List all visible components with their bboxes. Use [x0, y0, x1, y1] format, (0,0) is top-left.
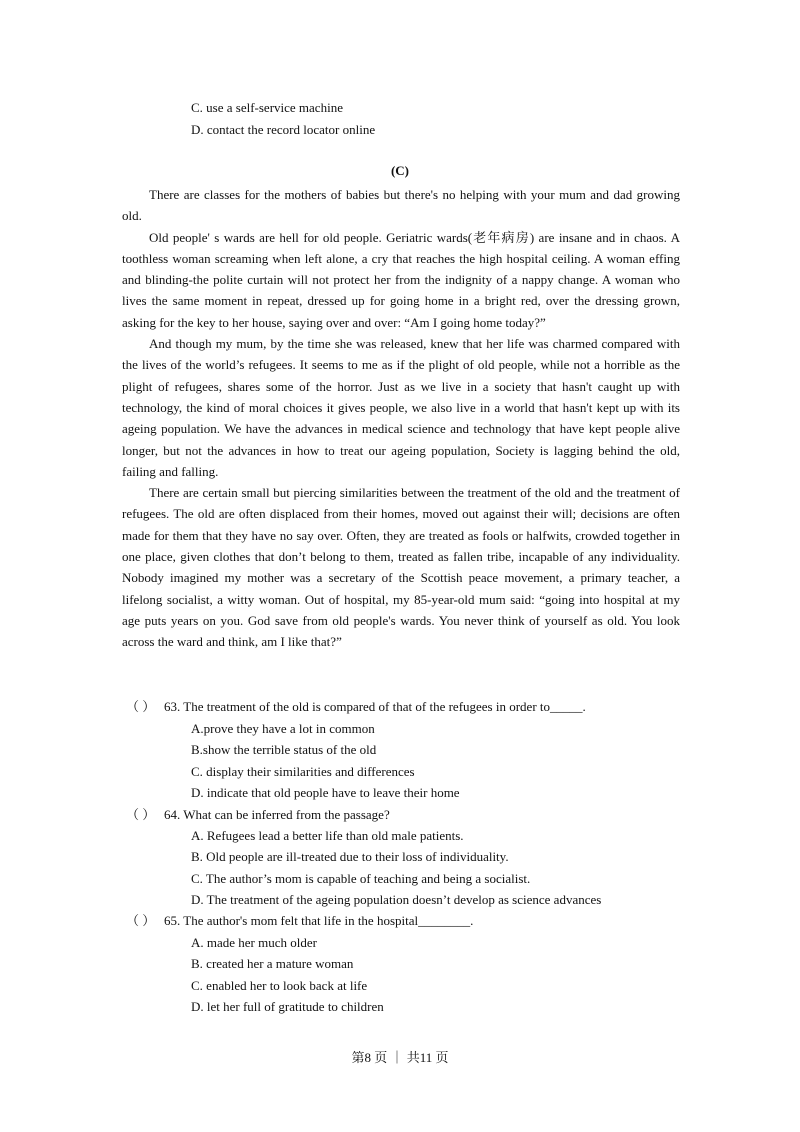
section-heading: (C) — [390, 163, 410, 178]
answer-blank[interactable]: （ ） — [126, 913, 156, 928]
paragraph-3: And though my mum, by the time she was released, knew that her life was charmed compared with the lives of the world’s refugees. It seems to me as if the plight of old people, while not a horrible as the plight of refugees, shares some of the horror. Just as we live in a society that hasn't caught up with technology, the kind of moral choices it gives people, we also live in a world that hasn't kept up with its ageing population. We have the advances in medical science and technology that have kept people alive longer, but not the advances in how to treat our ageing population, Society is lagging behind the old, failing and falling. — [122, 336, 680, 479]
question-stem: 64. What can be inferred from the passage? — [164, 807, 390, 822]
q63-option-c: C. display their similarities and differences — [191, 764, 415, 779]
q63-option-a: A.prove they have a lot in common — [191, 721, 375, 736]
question-64 — [126, 806, 390, 824]
page-footer: 第8 页 ｜ 共11 页 — [351, 1050, 449, 1065]
q65-option-c: C. enabled her to look back at life — [191, 978, 368, 993]
paragraph-4: There are certain small but piercing similarities between the treatment of the old and the treatment of refugees. The old are often displaced from their homes, moved out against their will; decisions are often made for them that they have no say over. Often, they are treated as fools or halfwits, crowded together in one place, given clothes that don’t belong to them, treated as fallen tribe, incapable of any individuality. Nobody imagined my mother was a secretary of the Scottish peace movement, a primary teacher, a lifelong socialist, a witty woman. Out of hospital, my 85-year-old mum said: “going into hospital at my age puts years on you. God save from old people's wards. You never think of yourself as old. You look across the ward and think, am I like that?” — [122, 485, 680, 650]
prev-option-d: D. contact the record locator online — [191, 122, 376, 137]
question-stem: 63. The treatment of the old is compared of that of the refugees in order to_____. — [164, 699, 586, 714]
q65-option-a: A. made her much older — [191, 935, 317, 950]
prev-option-c: C. use a self-service machine — [191, 100, 343, 115]
q64-option-d: D. The treatment of the ageing population doesn’t develop as science advances — [191, 892, 602, 907]
question-65 — [126, 912, 473, 930]
paragraph-1: There are classes for the mothers of babies but there's no helping with your mum and dad growing old. — [122, 187, 680, 224]
q65-option-d: D. let her full of gratitude to children — [191, 999, 384, 1014]
answer-blank[interactable]: （ ） — [126, 807, 156, 822]
q64-option-b: B. Old people are ill-treated due to their loss of individuality. — [191, 849, 509, 864]
question-stem: 65. The author's mom felt that life in the hospital________. — [164, 913, 474, 928]
passage — [122, 184, 680, 653]
paragraph-2: Old people' s wards are hell for old people. Geriatric wards(老年病房) are insane and in chaos. A toothless woman screaming when left alone, a cry that reaches the high hospital ceiling. A woman effing and blinding-the polite curtain will not protect her from the indignity of a nappy change. A woman who lives the same moment in repeat, dressed up for going home in a bright red, over the dressing grown, asking for the key to her house, saying over and over: “Am I going home today?” — [122, 229, 680, 330]
answer-blank[interactable]: （ ） — [126, 699, 156, 714]
q65-option-b: B. created her a mature woman — [191, 956, 354, 971]
q64-option-c: C. The author’s mom is capable of teaching and being a socialist. — [191, 871, 531, 886]
q64-option-a: A. Refugees lead a better life than old male patients. — [191, 828, 464, 843]
question-63 — [126, 698, 586, 716]
q63-option-b: B.show the terrible status of the old — [191, 742, 377, 757]
q63-option-d: D. indicate that old people have to leave their home — [191, 785, 460, 800]
